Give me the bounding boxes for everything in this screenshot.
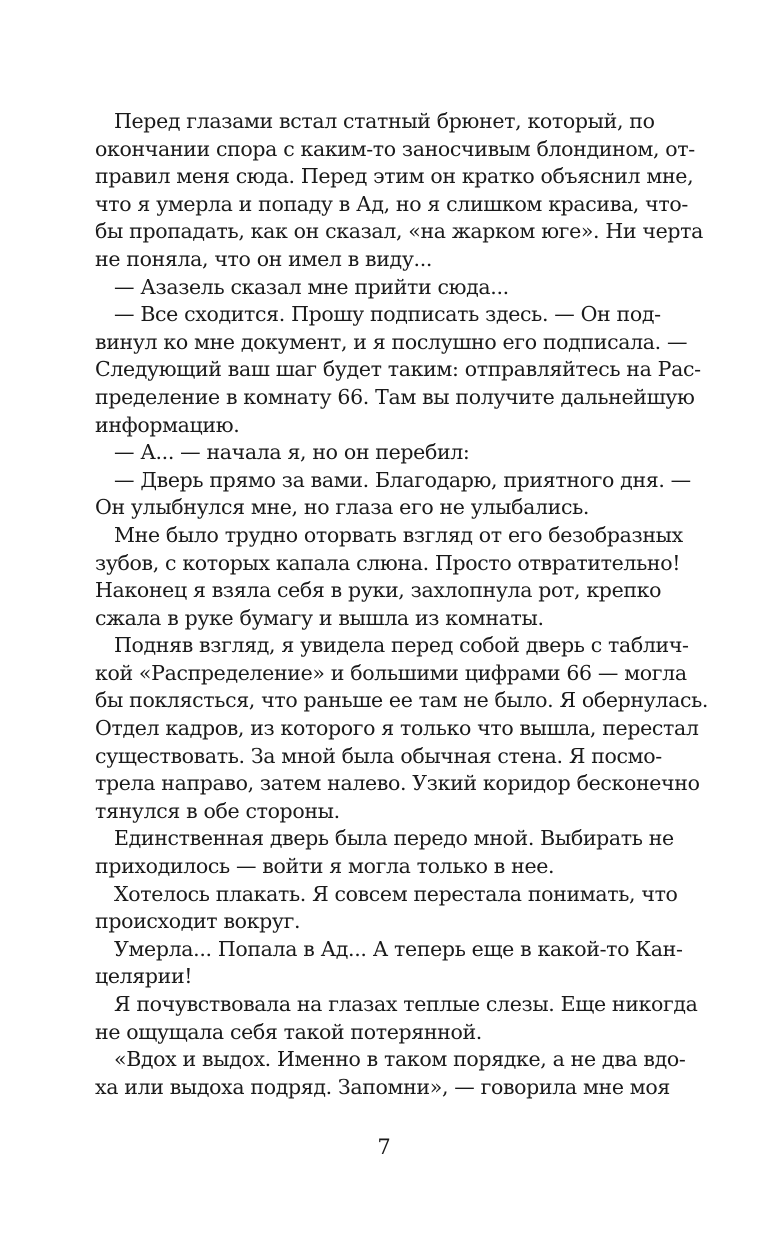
text-line: сжала в руке бумагу и вышла из комнаты. bbox=[95, 605, 544, 630]
text-line: Перед глазами встал статный брюнет, который, по bbox=[114, 109, 655, 133]
text-line: что я умерла и попаду в Ад, но я слишком красива, что- bbox=[95, 191, 688, 216]
text-line: кой «Распределение» и большими цифрами 66 — могла bbox=[95, 660, 687, 685]
page-number: 7 bbox=[377, 1135, 391, 1159]
text-line: винул ко мне документ, и я послушно его подписала. — bbox=[95, 329, 688, 354]
text-line: приходилось — войти я могла только в нее. bbox=[95, 854, 555, 879]
text-line: Умерла... Попала в Ад... А теперь еще в какой-то Кан- bbox=[114, 936, 683, 961]
text-line: правил меня сюда. Перед этим он кратко объяснил мне, bbox=[95, 164, 694, 189]
text-line: Мне было трудно оторвать взгляд от его безобразных bbox=[114, 522, 683, 547]
text-line: бы пропадать, как он сказал, «на жарком юге». Ни черта bbox=[95, 219, 704, 244]
text-line: Единственная дверь была передо мной. Выбирать не bbox=[114, 826, 674, 851]
text-line: Наконец я взяла себя в руки, захлопнула рот, крепко bbox=[95, 578, 662, 603]
text-line: происходит вокруг. bbox=[95, 909, 301, 934]
text-line: окончании спора с каким-то заносчивым блондином, от- bbox=[95, 136, 695, 161]
text-line: ха или выдоха подряд. Запомни», — говорила мне моя bbox=[95, 1074, 670, 1099]
text-line: информацию. bbox=[95, 412, 240, 437]
text-line: существовать. За мной была обычная стена. Я посмо- bbox=[95, 743, 662, 768]
text-line: Подняв взгляд, я увидела перед собой дверь с таблич- bbox=[114, 633, 689, 658]
text-line: тянулся в обе стороны. bbox=[95, 798, 340, 823]
text-line: трела направо, затем налево. Узкий коридор бесконечно bbox=[95, 771, 700, 796]
text-line: не ощущала себя такой потерянной. bbox=[95, 1019, 482, 1044]
text-line: не поняла, что он имел в виду... bbox=[95, 246, 433, 271]
text-line: — Дверь прямо за вами. Благодарю, приятного дня. — bbox=[114, 467, 691, 492]
text-line: Следующий ваш шаг будет таким: отправляйтесь на Рас- bbox=[95, 357, 701, 382]
text-line: Отдел кадров, из которого я только что вышла, перестал bbox=[95, 716, 699, 741]
body-text bbox=[95, 108, 709, 1101]
text-line: — Все сходится. Прошу подписать здесь. — Он под- bbox=[114, 302, 661, 327]
text-line: Хотелось плакать. Я совсем перестала понимать, что bbox=[114, 881, 678, 906]
text-line: «Вдох и выдох. Именно в таком порядке, а не два вдо- bbox=[114, 1047, 686, 1072]
text-line: зубов, с которых капала слюна. Просто отвратительно! bbox=[95, 550, 681, 575]
text-line: — А... — начала я, но он перебил: bbox=[114, 440, 470, 465]
text-line: бы поклясться, что раньше ее там не было. Я обернулась. bbox=[95, 688, 709, 713]
text-line: Он улыбнулся мне, но глаза его не улыбались. bbox=[95, 495, 590, 520]
text-line: целярии! bbox=[95, 964, 193, 989]
text-line: пределение в комнату 66. Там вы получите дальнейшую bbox=[95, 384, 695, 409]
text-line: — Азазель сказал мне прийти сюда... bbox=[114, 274, 509, 299]
text-line: Я почувствовала на глазах теплые слезы. Еще никогда bbox=[114, 992, 698, 1016]
